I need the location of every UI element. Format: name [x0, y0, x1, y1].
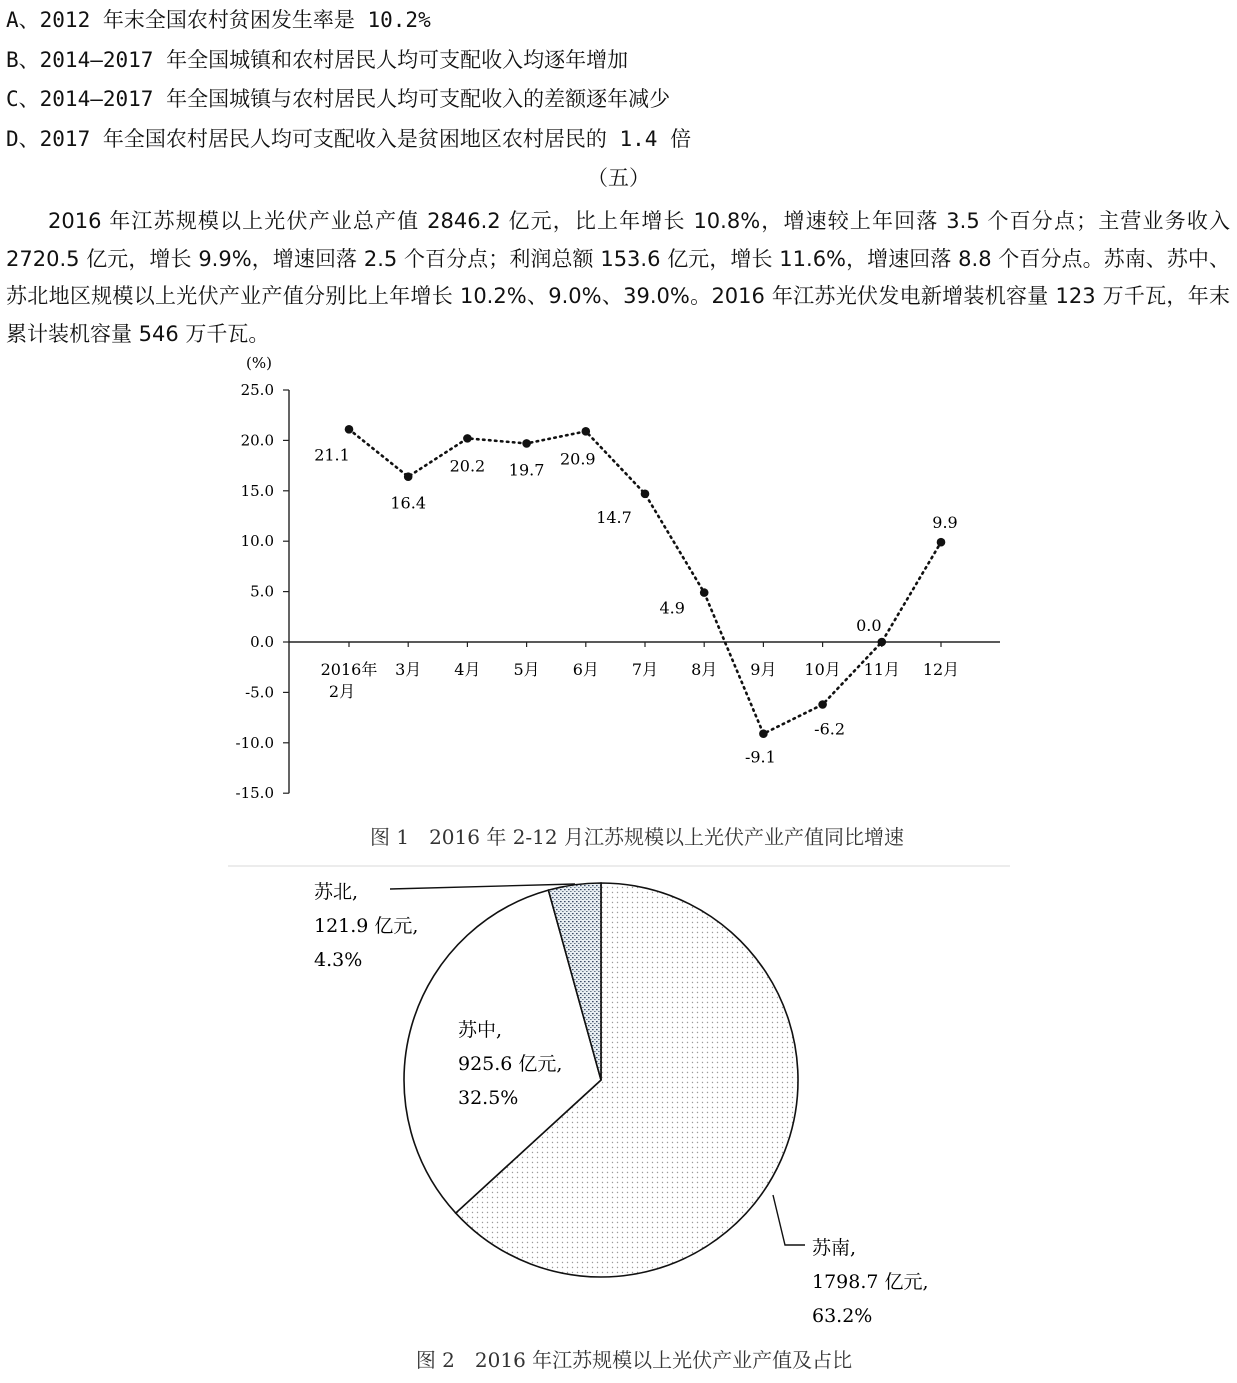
data-label: 20.9 [559, 449, 596, 469]
line-chart-y-ticks [236, 381, 941, 802]
option-a: A、2012 年末全国农村贫困发生率是 10.2% [6, 8, 431, 32]
data-point [759, 729, 768, 738]
line-chart-data-labels [314, 445, 958, 766]
x-tick-label: 12月 [922, 660, 960, 679]
pie-label-苏北: 苏北, [314, 881, 359, 903]
data-label: 14.7 [596, 507, 632, 527]
y-tick-label: 10.0 [240, 532, 274, 551]
data-point [404, 472, 413, 481]
y-tick-label: 20.0 [240, 431, 274, 450]
pie-label-苏南: 苏南, [812, 1237, 857, 1259]
data-label: 4.9 [659, 598, 685, 618]
pie-label-苏中: 苏中, [458, 1019, 503, 1041]
data-point [937, 538, 946, 547]
option-b: B、2014—2017 年全国城镇和农村居民人均可支配收入均逐年增加 [6, 48, 629, 72]
y-tick-label: -10.0 [235, 733, 274, 752]
pie-chart-title: 图 2 2016 年江苏规模以上光伏产业产值及占比 [415, 1348, 853, 1372]
data-label: 9.9 [932, 513, 958, 533]
x-tick-label: 3月 [395, 660, 422, 679]
line-chart-title: 图 1 2016 年 2-12 月江苏规模以上光伏产业产值同比增速 [370, 825, 904, 849]
pie-label-苏中: 925.6 亿元, [458, 1053, 563, 1075]
data-label: -9.1 [744, 747, 776, 767]
line-chart-series [345, 425, 946, 738]
data-label: -6.2 [814, 719, 846, 739]
data-label: 19.7 [508, 460, 545, 480]
body-paragraph: 2016 年江苏规模以上光伏产业总产值 2846.2 亿元，比上年增长 10.8%，增速较上年回落 3.5 个百分点；主营业务收入 2720.5 亿元，增长 9.9%，增速回落 2.5 个百分点；利润总额 153.6 亿元，增长 11.6%，增速回落 8.8 个百分点。苏南、苏中、苏北地区规模以上光伏产业产值分别比上年增长 10.2%、9.0%、39.0%。2016 年江苏光伏发电新增装机容量 123 万千瓦，年末累计装机容量 546 万千瓦。 [6, 209, 1230, 346]
data-point [582, 427, 591, 436]
x-tick-label: 8月 [691, 660, 718, 679]
x-tick-label: 11月 [863, 660, 900, 679]
data-label: 20.2 [449, 456, 486, 476]
pie-label-苏中: 32.5% [458, 1087, 519, 1109]
x-tick-label: 6月 [572, 660, 599, 679]
data-label: 21.1 [314, 445, 350, 465]
x-tick-label: 5月 [513, 660, 540, 679]
y-tick-label: 25.0 [240, 381, 274, 399]
option-c: C、2014—2017 年全国城镇与农村居民人均可支配收入的差额逐年减少 [6, 87, 671, 111]
data-label: 16.4 [390, 493, 427, 513]
x-tick-label: 10月 [804, 660, 841, 679]
line-chart-axes [289, 390, 1000, 793]
y-tick-label: 5.0 [250, 582, 274, 601]
data-point [345, 425, 354, 434]
x-tick-label: 4月 [454, 660, 481, 679]
section-title: （五） [587, 166, 650, 190]
data-point [522, 439, 531, 448]
pie-chart [0, 860, 1237, 1383]
option-d: D、2017 年全国农村居民人均可支配收入是贫困地区农村居民的 1.4 倍 [6, 127, 692, 151]
y-axis-unit-label: (%) [246, 354, 272, 372]
line-chart-x-labels [321, 660, 960, 701]
data-point [878, 638, 887, 647]
y-tick-label: 0.0 [250, 633, 274, 651]
pie-slices [404, 883, 798, 1277]
data-point [700, 588, 709, 597]
x-tick-label: 9月 [750, 660, 777, 679]
y-tick-label: -5.0 [245, 683, 274, 702]
x-tick-label: 7月 [631, 660, 659, 679]
data-point [818, 700, 827, 709]
series-line [349, 429, 941, 733]
leader-line-苏北 [390, 884, 575, 889]
leader-line-苏南 [773, 1195, 805, 1245]
pie-label-苏南: 63.2% [812, 1305, 873, 1327]
data-point [463, 434, 472, 443]
y-tick-label: 15.0 [240, 481, 274, 500]
data-label: 0.0 [856, 616, 882, 635]
x-tick-label: 2016年 2月 [320, 660, 378, 701]
pie-label-苏北: 4.3% [314, 949, 363, 971]
pie-label-苏北: 121.9 亿元, [314, 915, 419, 937]
data-point [641, 490, 650, 499]
y-tick-label: -15.0 [235, 784, 274, 803]
pie-label-苏南: 1798.7 亿元, [812, 1271, 929, 1293]
